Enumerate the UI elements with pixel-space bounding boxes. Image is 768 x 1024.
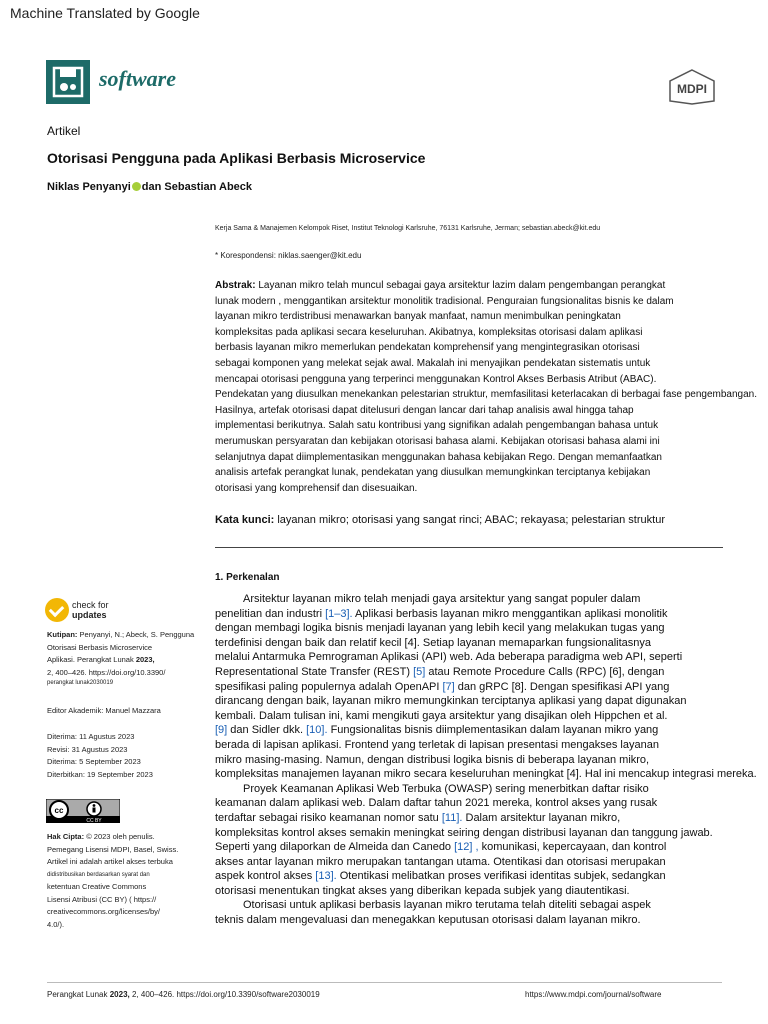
- article-type: Artikel: [47, 124, 81, 138]
- body-text: Otentikasi melibatkan proses verifikasi identitas subjek, sedangkan: [336, 870, 666, 883]
- keywords: [215, 514, 665, 526]
- author-second: dan Sebastian Abeck: [141, 181, 253, 193]
- footer-rule: [47, 982, 722, 983]
- body-text: melalui Antarmuka Pemrograman Aplikasi (API) web. Ada beberapa paradigma web API, seperti: [215, 651, 683, 664]
- body-text: komunikasi, kepercayaan, dan kontrol: [478, 841, 667, 854]
- body-text: berada di lapisan aplikasi. Frontend yang terletak di lapisan presentasi mengakses layanan: [215, 738, 659, 751]
- abstract-text: sebagai komponen yang melekat sejak awal. Makalah ini menyajikan pendekatan sistematis untuk: [215, 357, 651, 369]
- citation-text: Aplikasi. Perangkat Lunak: [47, 655, 136, 664]
- body-line: [215, 884, 768, 899]
- date-entry: Diterima: 11 Agustus 2023: [47, 732, 135, 741]
- abstract-line: [215, 465, 735, 481]
- abstract-line: [215, 278, 735, 294]
- body-text: terdefinisi dengan baik dan relatif kecil [4]. Setiap layanan memaparkan fungsionalitasnya: [215, 636, 651, 649]
- citation-year: 2023,: [135, 655, 155, 664]
- reference-link[interactable]: [13].: [315, 870, 337, 883]
- copyright-line: 4.0/).: [47, 919, 65, 929]
- body-line: [215, 680, 768, 695]
- body-text: Otorisasi untuk aplikasi berbasis layanan mikro terutama telah diteliti sebagai aspek: [243, 899, 651, 912]
- abstract-line: [215, 340, 735, 356]
- reference-link[interactable]: [11].: [441, 811, 463, 824]
- affiliation: Kerja Sama & Manajemen Kelompok Riset, Institut Teknologi Karlsruhe, 76131 Karlsruhe, Jerman; sebastian.abeck@kit.edu: [215, 225, 601, 232]
- body-line: [215, 826, 768, 841]
- abstract-line: [215, 481, 735, 497]
- date-entry: Diterima: 5 September 2023: [47, 757, 141, 766]
- body-line: [215, 694, 768, 709]
- body-line: [215, 753, 768, 768]
- copyright-line: © 2023 oleh penulis.: [86, 832, 155, 841]
- body-text: keamanan dalam aplikasi web. Dalam daftar tahun 2021 mereka, kontrol akses yang rusak: [215, 797, 658, 810]
- check-updates-icon[interactable]: [45, 598, 69, 622]
- cc-by-license-icon[interactable]: [46, 799, 120, 823]
- body-line: [215, 636, 768, 651]
- abstract-line: [215, 372, 735, 388]
- correspondence: * Korespondensi: niklas.saenger@kit.edu: [215, 251, 362, 260]
- body-text: akses antar layanan mikro merupakan tantangan utama. Otentikasi dan otorisasi merupakan: [215, 855, 666, 868]
- keywords-label: Kata kunci:: [215, 514, 275, 526]
- svg-text:MDPI: MDPI: [677, 82, 707, 96]
- citation-label: Kutipan:: [47, 630, 78, 639]
- author-first: Niklas Penyanyi: [47, 181, 131, 193]
- body-text: Dalam arsitektur layanan mikro,: [462, 811, 621, 824]
- abstract-line: [215, 403, 735, 419]
- machine-translation-banner: Machine Translated by Google: [10, 5, 200, 21]
- abstract: [215, 278, 758, 496]
- body-text: dengan membagi logika bisnis menjadi layanan yang lebih kecil yang melakukan tugas yang: [215, 622, 665, 635]
- citation-doi[interactable]: 2, 400–426. https://doi.org/10.3390/: [47, 667, 166, 677]
- body-line: [215, 767, 768, 782]
- abstract-text: Layanan mikro telah muncul sebagai gaya arsitektur lazim dalam pengembangan perangkat: [258, 280, 666, 291]
- abstract-line: [215, 294, 735, 310]
- body-line: [215, 607, 768, 622]
- body-line: [215, 898, 768, 913]
- abstract-text: implementasi berikutnya. Salah satu kontribusi yang signifikan adalah pengembangan bahasa untuk: [215, 420, 659, 432]
- abstract-line: [215, 356, 735, 372]
- svg-text:CC BY: CC BY: [86, 818, 102, 823]
- body-text: atau Remote Procedure Calls (RPC) [6], dengan: [425, 665, 665, 678]
- academic-editor: Editor Akademik: Manuel Mazzara: [47, 706, 161, 715]
- body-line: [215, 709, 768, 724]
- body-line: [215, 665, 768, 680]
- check-updates-label[interactable]: [72, 600, 109, 620]
- citation-text: Otorisasi Berbasis Microservice: [47, 642, 153, 652]
- section-heading: 1. Perkenalan: [215, 572, 280, 583]
- abstract-text: lunak modern , menggantikan arsitektur monolitik tradisional. Penguraian fungsionalitas bisnis ke dalam: [215, 295, 674, 307]
- reference-link[interactable]: [9]: [215, 724, 228, 737]
- author-list: [47, 181, 252, 193]
- abstract-line: [215, 434, 735, 450]
- orcid-icon[interactable]: [132, 182, 141, 191]
- copyright-block: [47, 831, 178, 931]
- citation-text: Penyanyi, N.; Abeck, S. Pengguna: [79, 630, 195, 639]
- footer-journal: Perangkat Lunak: [47, 990, 110, 999]
- copyright-line[interactable]: creativecommons.org/licenses/by/: [47, 907, 160, 916]
- abstract-text: Pendekatan yang diusulkan menekankan pelestarian struktur, memfasilitasi keterlacakan di berbagai fase pengembangan.: [215, 389, 758, 401]
- date-entry: Revisi: 31 Agustus 2023: [47, 744, 128, 754]
- body-text: kompleksitas manajemen layanan mikro secara keseluruhan meningkat [4]. Hal ini mencakup integrasi mereka.: [215, 768, 757, 781]
- body-line: [215, 592, 768, 607]
- body-text: Aplikasi berbasis layanan mikro menggantikan aplikasi monolitik: [352, 607, 668, 620]
- body-text: penelitian dan industri: [215, 607, 326, 620]
- body-text: spesifikasi paling populernya adalah OpenAPI: [215, 680, 443, 693]
- body-line: [215, 796, 768, 811]
- body-text: Arsitektur layanan mikro telah menjadi gaya arsitektur yang sangat populer dalam: [243, 593, 641, 605]
- body-text: terdaftar sebagai risiko keamanan nomor satu: [215, 811, 442, 824]
- abstract-text: berbasis layanan mikro memerlukan pendekatan komprehensif yang mengintegrasikan otorisasi: [215, 342, 640, 354]
- reference-link[interactable]: [12] ,: [454, 841, 479, 854]
- abstract-line: [215, 325, 735, 341]
- citation-doi-suffix[interactable]: perangkat lunak2030019: [47, 680, 114, 686]
- body-text: Representational State Transfer (REST): [215, 665, 414, 678]
- body-line: [215, 811, 768, 826]
- mdpi-logo-icon: [666, 68, 718, 106]
- body-line: [215, 738, 768, 753]
- reference-link[interactable]: [10].: [306, 724, 328, 737]
- article-title: Otorisasi Pengguna pada Aplikasi Berbasis Microservice: [47, 150, 426, 166]
- check-updates-line: check for: [72, 600, 109, 610]
- body-text: kompleksitas kontrol akses semakin meningkat seiring dengan distribusi layanan dan tanggung jawab.: [215, 826, 713, 839]
- abstract-text: mencapai otorisasi pengguna yang terperinci menggunakan Kontrol Akses Berbasis Atribut (ABAC).: [215, 373, 657, 385]
- journal-name: software: [99, 66, 176, 91]
- footer-doi[interactable]: 2, 400–426. https://doi.org/10.3390/software2030019: [129, 990, 320, 999]
- abstract-text: Hasilnya, artefak otorisasi dapat ditelusuri dengan lancar dari tahap analisis awal hingga tahap: [215, 404, 634, 416]
- footer-citation: [47, 990, 320, 999]
- copyright-line: Lisensi Atribusi (CC BY) ( https://: [47, 894, 157, 904]
- body-text: dirancang dengan baik, layanan mikro memungkinkan terciptanya aplikasi yang dapat digunakan: [215, 695, 687, 708]
- reference-link[interactable]: [1–3].: [325, 607, 353, 620]
- abstract-text: layanan mikro terdistribusi menawarkan banyak manfaat, namun menimbulkan peningkatan: [215, 311, 621, 323]
- copyright-label: Hak Cipta:: [47, 832, 85, 841]
- abstract-text: otorisasi yang komprehensif dan disesuaikan.: [215, 482, 418, 494]
- body-line: [215, 650, 768, 665]
- body-line: [215, 621, 768, 636]
- body-text: otorisasi menentukan tingkat akses yang diberikan kepada subjek yang diautentikasi.: [215, 884, 630, 897]
- body-text: teknis dalam mengevaluasi dan menegakkan keputusan otorisasi dalam layanan mikro.: [215, 914, 641, 927]
- body-text: aspek kontrol akses: [215, 870, 316, 883]
- date-entry: Diterbitkan: 19 September 2023: [47, 769, 153, 779]
- svg-text:cc: cc: [54, 806, 64, 815]
- abstract-line: [215, 450, 735, 466]
- body-text: Seperti yang dilaporkan de Almeida dan Canedo: [215, 841, 455, 854]
- publication-dates: [47, 731, 153, 781]
- divider: [215, 547, 723, 548]
- abstract-text: kompleksitas pada aplikasi secara keseluruhan. Akibatnya, kompleksitas otorisasi dalam aplikasi: [215, 326, 643, 338]
- copyright-line: ketentuan Creative Commons: [47, 882, 147, 891]
- citation-block: [47, 629, 194, 688]
- copyright-line: Pemegang Lisensi MDPI, Basel, Swiss.: [47, 844, 179, 854]
- footer-journal-url[interactable]: https://www.mdpi.com/journal/software: [525, 990, 662, 999]
- keywords-text: layanan mikro; otorisasi yang sangat rinci; ABAC; rekayasa; pelestarian struktur: [277, 514, 665, 526]
- footer-year: 2023,: [109, 990, 130, 999]
- body-line: [215, 782, 768, 797]
- body-line: [215, 913, 768, 928]
- body-line: [215, 869, 768, 884]
- body-line: [215, 723, 768, 738]
- body-text: Fungsionalitas bisnis diimplementasikan dalam layanan mikro yang: [327, 724, 659, 737]
- abstract-line: [215, 309, 735, 325]
- body-line: [215, 855, 768, 870]
- body-text: Proyek Keamanan Aplikasi Web Terbuka (OWASP) sering menerbitkan daftar risiko: [243, 782, 649, 795]
- body-line: [215, 840, 768, 855]
- reference-link[interactable]: [5]: [413, 665, 426, 678]
- copyright-line: didistribusikan berdasarkan syarat dan: [47, 871, 150, 878]
- introduction-body: [215, 592, 768, 928]
- abstract-text: analisis artefak perangkat lunak, pendekatan yang diusulkan memungkinkan terciptanya kebijakan: [215, 467, 651, 479]
- body-text: dan gRPC [8]. Dengan spesifikasi API yang: [454, 680, 670, 693]
- abstract-text: selanjutnya dapat diimplementasikan menggunakan bahasa kebijakan Rego. Dengan memanfaatkan: [215, 451, 662, 463]
- abstract-label: Abstrak:: [215, 280, 256, 291]
- abstract-line: [215, 418, 735, 434]
- body-text: kembali. Dalam tulisan ini, kami mengikuti gaya arsitektur yang disajikan oleh Hippchen et al.: [215, 709, 668, 722]
- abstract-text: merumuskan persyaratan dan kebijakan otorisasi bahasa alami. Kebijakan otorisasi bahasa alami ini: [215, 435, 660, 447]
- body-text: dan Sidler dkk.: [227, 724, 307, 737]
- journal-logo-icon: [46, 60, 90, 104]
- check-updates-line: updates: [72, 610, 107, 620]
- copyright-line: Artikel ini adalah artikel akses terbuka: [47, 857, 173, 866]
- abstract-line: [215, 387, 758, 403]
- reference-link[interactable]: [7]: [442, 680, 455, 693]
- body-text: mikro masing-masing. Namun, dengan distribusi logika bisnis di beberapa layanan mikro,: [215, 753, 650, 766]
